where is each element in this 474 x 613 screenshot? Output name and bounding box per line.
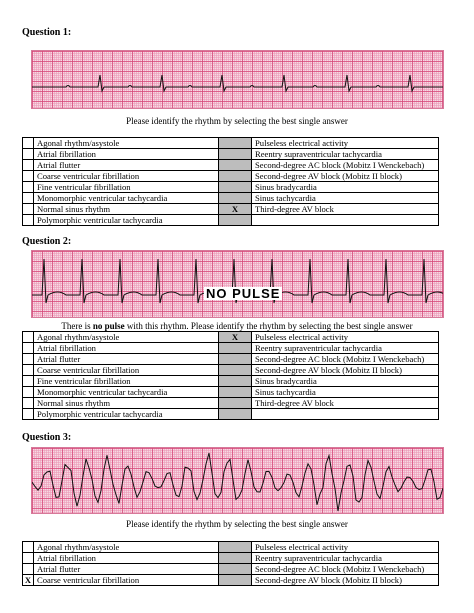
- answer-row: [23, 343, 439, 354]
- question-2-title: Question 2:: [22, 236, 72, 247]
- answer-option-right[interactable]: Sinus tachycardia: [252, 387, 439, 398]
- answer-checkbox-right[interactable]: [219, 376, 252, 387]
- answer-option-left[interactable]: Monomorphic ventricular tachycardia: [34, 193, 219, 204]
- answer-checkbox-right[interactable]: [219, 215, 252, 226]
- answer-checkbox-right[interactable]: [219, 149, 252, 160]
- answer-checkbox-right[interactable]: [219, 160, 252, 171]
- answer-checkbox-left[interactable]: [23, 138, 34, 149]
- answer-option-left[interactable]: Normal sinus rhythm: [34, 204, 219, 215]
- answer-checkbox-right[interactable]: [219, 409, 252, 420]
- answer-checkbox-left[interactable]: [23, 171, 34, 182]
- answer-row: [23, 542, 439, 553]
- answer-checkbox-left[interactable]: [23, 149, 34, 160]
- answer-row: [23, 332, 439, 343]
- answer-row: [23, 149, 439, 160]
- answer-option-right[interactable]: Pulseless electrical activity: [252, 542, 439, 553]
- answer-option-left[interactable]: Agonal rhythm/asystole: [34, 138, 219, 149]
- answer-row: [23, 575, 439, 586]
- answer-checkbox-left[interactable]: [23, 398, 34, 409]
- answer-checkbox-left[interactable]: [23, 365, 34, 376]
- answer-row: [23, 564, 439, 575]
- answer-checkbox-right[interactable]: [219, 182, 252, 193]
- answer-option-right[interactable]: Reentry supraventricular tachycardia: [252, 343, 439, 354]
- answer-checkbox-right[interactable]: [219, 398, 252, 409]
- question-2-prompt: There is no pulse with this rhythm. Please identify the rhythm by selecting the best single answer: [61, 321, 413, 331]
- answer-option-right[interactable]: Second-degree AV block (Mobitz II block): [252, 171, 439, 182]
- answer-checkbox-right[interactable]: [219, 564, 252, 575]
- answer-option-left[interactable]: Coarse ventricular fibrillation: [34, 171, 219, 182]
- no-pulse-label: NO PULSE: [206, 286, 281, 301]
- answer-option-left[interactable]: Agonal rhythm/asystole: [34, 542, 219, 553]
- answer-checkbox-right[interactable]: [219, 387, 252, 398]
- answer-row: [23, 409, 439, 420]
- answer-option-right[interactable]: Second-degree AC block (Mobitz I Wenckebach): [252, 564, 439, 575]
- answer-row: [23, 354, 439, 365]
- answer-option-right[interactable]: Second-degree AC block (Mobitz I Wenckebach): [252, 354, 439, 365]
- answer-option-left[interactable]: Atrial flutter: [34, 160, 219, 171]
- answer-checkbox-left[interactable]: [23, 182, 34, 193]
- answer-option-left[interactable]: Monomorphic ventricular tachycardia: [34, 387, 219, 398]
- answer-checkbox-right[interactable]: [219, 343, 252, 354]
- ecg-trace-2: [32, 251, 444, 318]
- answer-checkbox-left[interactable]: [23, 332, 34, 343]
- answer-option-left[interactable]: Fine ventricular fibrillation: [34, 376, 219, 387]
- answer-checkbox-left[interactable]: [23, 553, 34, 564]
- answer-option-left[interactable]: Atrial flutter: [34, 564, 219, 575]
- ecg-strip-2: [31, 250, 444, 318]
- answer-checkbox-left[interactable]: [23, 564, 34, 575]
- answer-option-left[interactable]: Polymorphic ventricular tachycardia: [34, 215, 219, 226]
- answer-checkbox-right[interactable]: [219, 138, 252, 149]
- ecg-trace-1: [32, 51, 444, 109]
- answer-option-right[interactable]: Sinus bradycardia: [252, 376, 439, 387]
- answer-checkbox-left[interactable]: [23, 204, 34, 215]
- answer-checkbox-left[interactable]: [23, 409, 34, 420]
- answer-option-right[interactable]: Second-degree AV block (Mobitz II block): [252, 365, 439, 376]
- answer-option-right[interactable]: Sinus tachycardia: [252, 193, 439, 204]
- answer-option-left[interactable]: Atrial fibrillation: [34, 553, 219, 564]
- answer-checkbox-right[interactable]: [219, 193, 252, 204]
- ecg-strip-3: [31, 447, 444, 514]
- answer-option-right[interactable]: Second-degree AC block (Mobitz I Wenckebach): [252, 160, 439, 171]
- question-1-prompt: Please identify the rhythm by selecting the best single answer: [126, 116, 348, 126]
- answer-option-left[interactable]: Atrial fibrillation: [34, 149, 219, 160]
- answer-table-3: [22, 541, 439, 586]
- answer-checkbox-right[interactable]: [219, 542, 252, 553]
- answer-option-right[interactable]: Sinus bradycardia: [252, 182, 439, 193]
- answer-checkbox-left[interactable]: [23, 215, 34, 226]
- answer-row: [23, 204, 439, 215]
- answer-option-right[interactable]: Reentry supraventricular tachycardia: [252, 149, 439, 160]
- answer-option-left[interactable]: Polymorphic ventricular tachycardia: [34, 409, 219, 420]
- answer-option-right[interactable]: [252, 409, 439, 420]
- answer-checkbox-left[interactable]: [23, 354, 34, 365]
- answer-checkbox-left[interactable]: X: [23, 575, 34, 586]
- question-3-prompt: Please identify the rhythm by selecting the best single answer: [126, 519, 348, 529]
- answer-checkbox-left[interactable]: [23, 160, 34, 171]
- answer-option-right[interactable]: Second-degree AV block (Mobitz II block): [252, 575, 439, 586]
- answer-option-right[interactable]: [252, 215, 439, 226]
- answer-option-right[interactable]: Reentry supraventricular tachycardia: [252, 553, 439, 564]
- answer-table-2: [22, 331, 439, 420]
- answer-checkbox-right[interactable]: [219, 171, 252, 182]
- answer-row: [23, 398, 439, 409]
- answer-checkbox-right[interactable]: [219, 365, 252, 376]
- answer-option-right[interactable]: Pulseless electrical activity: [252, 332, 439, 343]
- answer-option-left[interactable]: Atrial flutter: [34, 354, 219, 365]
- answer-option-right[interactable]: Third-degree AV block: [252, 398, 439, 409]
- answer-option-right[interactable]: Pulseless electrical activity: [252, 138, 439, 149]
- answer-checkbox-left[interactable]: [23, 387, 34, 398]
- answer-row: [23, 182, 439, 193]
- answer-checkbox-right[interactable]: X: [219, 332, 252, 343]
- answer-checkbox-left[interactable]: [23, 376, 34, 387]
- answer-checkbox-right[interactable]: [219, 575, 252, 586]
- answer-row: [23, 553, 439, 564]
- answer-checkbox-right[interactable]: X: [219, 204, 252, 215]
- answer-row: [23, 376, 439, 387]
- answer-option-left[interactable]: Agonal rhythm/asystole: [34, 332, 219, 343]
- answer-checkbox-right[interactable]: [219, 553, 252, 564]
- ecg-trace-3: [32, 448, 444, 514]
- answer-row: [23, 160, 439, 171]
- answer-option-left[interactable]: Fine ventricular fibrillation: [34, 182, 219, 193]
- answer-option-left[interactable]: Coarse ventricular fibrillation: [34, 575, 219, 586]
- answer-checkbox-left[interactable]: [23, 343, 34, 354]
- answer-option-right[interactable]: Third-degree AV block: [252, 204, 439, 215]
- answer-table-1: [22, 137, 439, 226]
- answer-row: [23, 171, 439, 182]
- answer-option-left[interactable]: Atrial fibrillation: [34, 343, 219, 354]
- answer-option-left[interactable]: Normal sinus rhythm: [34, 398, 219, 409]
- answer-row: [23, 193, 439, 204]
- ecg-strip-1: [31, 50, 444, 109]
- answer-row: [23, 215, 439, 226]
- answer-checkbox-left[interactable]: [23, 193, 34, 204]
- answer-checkbox-right[interactable]: [219, 354, 252, 365]
- answer-row: [23, 387, 439, 398]
- question-3-title: Question 3:: [22, 432, 72, 443]
- answer-row: [23, 365, 439, 376]
- answer-checkbox-left[interactable]: [23, 542, 34, 553]
- answer-option-left[interactable]: Coarse ventricular fibrillation: [34, 365, 219, 376]
- answer-row: [23, 138, 439, 149]
- question-1-title: Question 1:: [22, 27, 72, 38]
